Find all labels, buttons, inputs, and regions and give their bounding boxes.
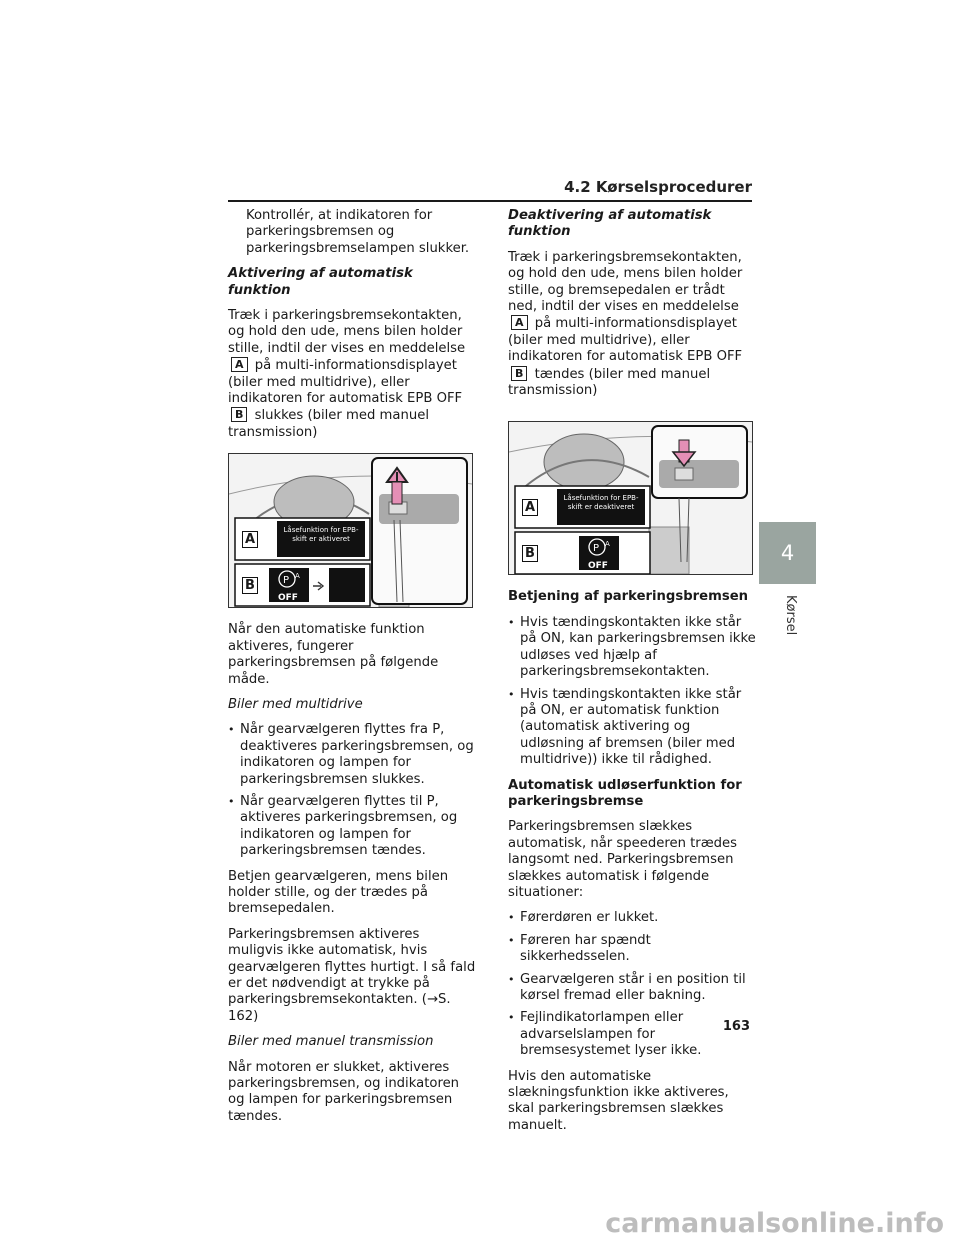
display-message: Låsefunktion for EPB-skift er deaktiveret xyxy=(563,494,639,512)
heading-activation: Aktivering af automatisk funktion xyxy=(228,266,413,298)
heading-operation: Betjening af parkeringsbremsen xyxy=(508,589,749,605)
paragraph: Betjen gearvælgeren, mens bilen holder stille, og der trædes på bremsepedalen. xyxy=(228,868,449,917)
text-segment: på multi-informationsdisplayet (biler med multidrive), eller indikatoren for automatisk EPB OFF xyxy=(508,316,743,365)
figure-label-b: B xyxy=(522,545,538,562)
subheading-multidrive: Biler med multidrive xyxy=(228,696,363,712)
paragraph-deactivation xyxy=(508,250,758,400)
text-segment: på multi-informationsdisplayet (biler med multidrive), eller indikatoren for automatisk EPB OFF xyxy=(228,358,463,407)
text-segment: tændes (biler med manuel transmission) xyxy=(508,366,711,399)
heading-auto-release: Automatisk udløserfunktion for parkeringsbremse xyxy=(508,777,742,809)
text-segment: Træk i parkeringsbremsekontakten, og hold den ude, mens bilen holder stille, og bremsepedalen er trådt ned, indtil der vises en meddelelse xyxy=(508,249,743,315)
list-item: • Hvis tændingskontakten ikke står på ON, er automatisk funktion (automatisk aktivering og udløsning af bremsen (biler med multidrive)) ikke til rådighed. xyxy=(508,687,758,769)
page-number: 163 xyxy=(722,1019,750,1034)
right-column xyxy=(508,208,758,1143)
figure-label-b: B xyxy=(242,577,258,594)
bullet-list xyxy=(508,910,758,1059)
key-a-label: A xyxy=(511,315,528,330)
epb-off-indicator: OFF xyxy=(588,561,608,572)
key-a-label: A xyxy=(231,357,248,372)
paragraph: Parkeringsbremsen aktiveres muligvis ikke automatisk, hvis gearvælgeren flyttes hurtigt. I så fald er det nødvendigt at trykke på parkeringsbremsekontakten. (→S. 162) xyxy=(228,926,476,1024)
chapter-tab: 4 xyxy=(759,522,816,584)
bullet-list xyxy=(228,722,478,859)
paragraph: Kontrollér, at indikatoren for parkeringsbremsen og parkeringsbremselampen slukker. xyxy=(246,208,470,256)
list-item: • Føreren har spændt sikkerhedsselen. xyxy=(508,933,758,966)
paragraph-activation xyxy=(228,308,478,441)
bullet-list xyxy=(508,615,758,769)
list-item: • Når gearvælgeren flyttes til P, aktiveres parkeringsbremsen, og indikatoren og lampen for parkeringsbremsen tændes. xyxy=(228,794,478,860)
left-column xyxy=(228,208,478,1134)
paragraph: Hvis den automatiske slækningsfunktion ikke aktiveres, skal parkeringsbremsen slækkes manuelt. xyxy=(508,1068,729,1133)
key-b-label: B xyxy=(511,366,527,381)
key-b-label: B xyxy=(231,407,247,422)
epb-p-symbol: P xyxy=(593,543,600,555)
subheading-manual: Biler med manuel transmission xyxy=(228,1034,434,1050)
watermark: carmanualsonline.info xyxy=(605,1208,944,1239)
epb-p-symbol: P xyxy=(283,575,290,587)
figure-label-a: A xyxy=(522,499,538,516)
list-item: • Førerdøren er lukket. xyxy=(508,910,758,926)
illustration-activation xyxy=(228,453,473,608)
heading-deactivation: Deaktivering af automatisk funktion xyxy=(508,208,712,240)
chapter-label: Kørsel xyxy=(783,595,798,636)
header-divider xyxy=(228,200,752,202)
paragraph: Når den automatiske funktion aktiveres, fungerer parkeringsbremsen på følgende måde. xyxy=(228,622,439,687)
figure-label-a: A xyxy=(242,531,258,548)
illustration-deactivation xyxy=(508,421,753,575)
paragraph: Parkeringsbremsen slækkes automatisk, når speederen trædes langsomt ned. Parkeringsbremsen slækkes automatisk i følgende situationer: xyxy=(508,819,738,900)
list-item: • Gearvælgeren står i en position til kørsel fremad eller bakning. xyxy=(508,972,758,1005)
list-item: • Hvis tændingskontakten ikke står på ON, kan parkeringsbremsen ikke udløses ved hjælp af parkeringsbremsekontakten. xyxy=(508,615,758,681)
epb-a-symbol: A xyxy=(295,572,300,581)
epb-off-indicator: OFF xyxy=(278,593,298,604)
text-segment: Træk i parkeringsbremsekontakten, og hold den ude, mens bilen holder stille, indtil der vises en meddelelse xyxy=(228,308,466,356)
section-title: 4.2 Kørselsprocedurer xyxy=(564,178,752,196)
epb-a-symbol: A xyxy=(605,540,610,549)
paragraph: Når motoren er slukket, aktiveres parkeringsbremsen, og indikatoren og lampen for parkeringsbremsen tændes. xyxy=(228,1059,460,1124)
list-item: • Fejlindikatorlampen eller advarselslampen for bremsesystemet lyser ikke. xyxy=(508,1010,758,1059)
text-segment: slukkes (biler med manuel transmission) xyxy=(228,408,429,440)
display-message: Låsefunktion for EPB-skift er aktiveret xyxy=(283,526,359,544)
list-item: • Når gearvælgeren flyttes fra P, deaktiveres parkeringsbremsen, og indikatoren og lampen for parkeringsbremsen slukkes. xyxy=(228,722,478,788)
